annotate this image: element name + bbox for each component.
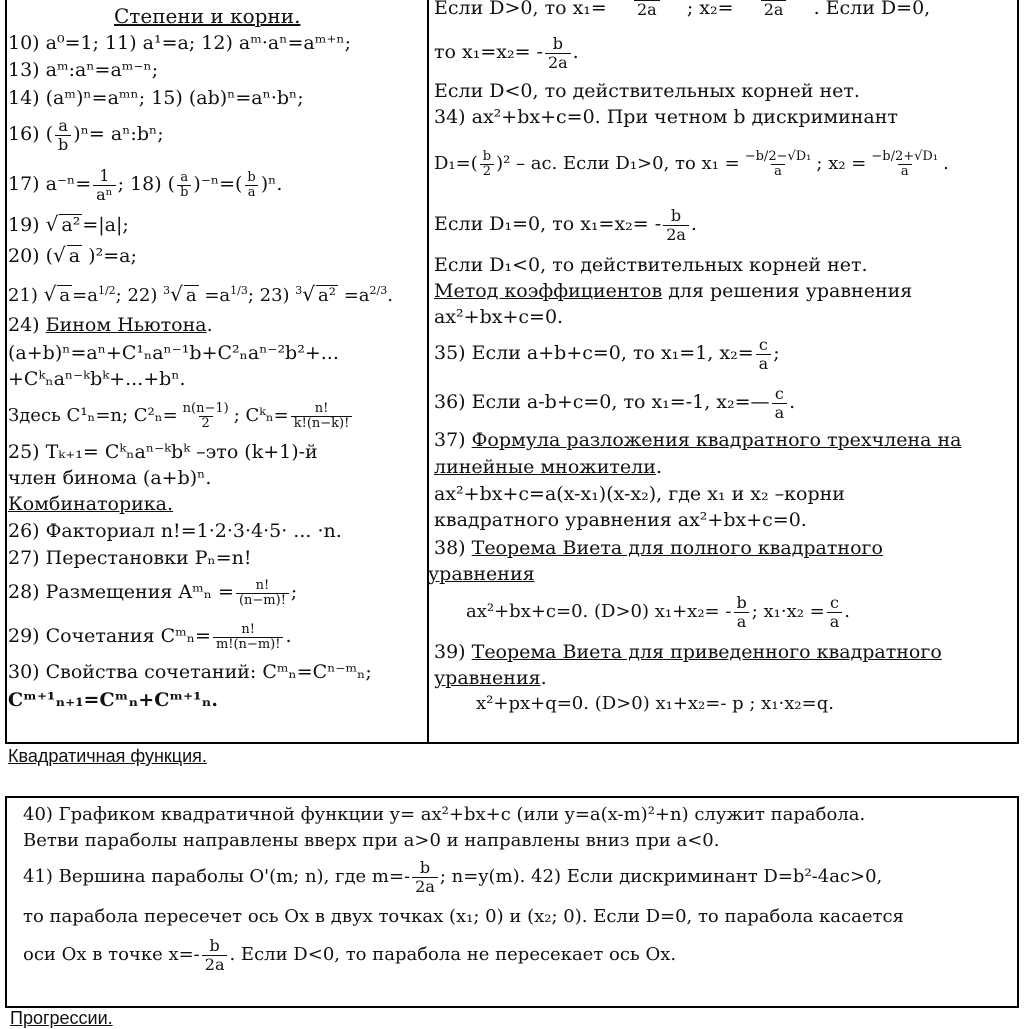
f21-b: =a bbox=[72, 285, 98, 306]
f22-e: 1/3 bbox=[230, 284, 248, 297]
column-divider bbox=[427, 0, 429, 744]
r38c-n1: b bbox=[736, 592, 747, 612]
f23-a: ; 23) bbox=[247, 285, 296, 306]
r36-b: . bbox=[789, 391, 796, 413]
m41-a: 41) Вершина параболы O'(m; n), где m=- bbox=[23, 866, 411, 887]
f18-suffix: )ⁿ. bbox=[260, 173, 283, 195]
r37-title-1: Формула разложения квадратного трехчлена на bbox=[471, 429, 962, 451]
f24c-num1: n(n−1) bbox=[182, 400, 229, 416]
vieta-reduced: x²+px+q=0. (D>0) x₁+x₂=- p ; x₁·x₂=q. bbox=[476, 693, 834, 714]
formula-39-heading-2 bbox=[434, 666, 547, 690]
formula-39-heading bbox=[434, 640, 942, 664]
r34c-frac bbox=[663, 207, 689, 244]
formula-40-line-1: 40) Графиком квадратичной функции y= ax²+bx+c (или y=a(x-m)²+n) служит парабола. bbox=[23, 804, 866, 825]
f28-num: n! bbox=[255, 577, 270, 593]
f16-num: a bbox=[58, 115, 68, 135]
formula-37-heading bbox=[434, 428, 962, 452]
r34b-n1: b bbox=[482, 148, 492, 164]
top-den2: 2a bbox=[761, 0, 787, 19]
f17-prefix: 17) a⁻ⁿ= bbox=[8, 173, 92, 195]
top-a: Если D>0, то x₁= bbox=[434, 0, 607, 19]
f29-den: m!(n−m)! bbox=[213, 637, 284, 652]
r34b-n3: −b/2+√D₁ bbox=[871, 148, 939, 164]
formula-14-15: 14) (aᵐ)ⁿ=aᵐⁿ; 15) (ab)ⁿ=aⁿ·bⁿ; bbox=[8, 87, 304, 109]
f19-suffix: =|a|; bbox=[82, 214, 129, 236]
r38-title-1: Теорема Виета для полного квадратного bbox=[471, 537, 883, 559]
top-b: ; x₂= bbox=[686, 0, 734, 19]
f29-num: n! bbox=[241, 621, 255, 637]
r34c-den: 2a bbox=[663, 225, 689, 244]
r34c-a: Если D₁=0, то x₁=x₂= - bbox=[434, 213, 662, 235]
formula-21-23 bbox=[8, 282, 393, 308]
r38c-b: ; x₁·x₂ = bbox=[751, 601, 825, 622]
coefficients-equation: ax²+bx+c=0. bbox=[434, 306, 564, 328]
m42c-den: 2a bbox=[202, 955, 228, 974]
formula-35 bbox=[434, 331, 780, 375]
f23-f: =a bbox=[337, 285, 370, 306]
top-c: . Если D=0, bbox=[813, 0, 931, 19]
quadratic-function-title: Квадратичная функция. bbox=[8, 746, 207, 766]
f18-num2: b bbox=[247, 169, 256, 185]
f28-a: 28) Размещения Aᵐₙ = bbox=[8, 581, 234, 603]
r35-frac bbox=[756, 336, 772, 373]
m41-frac bbox=[412, 859, 438, 896]
r38c-c: . bbox=[844, 601, 851, 622]
m41-num: b bbox=[419, 857, 431, 877]
r34c-b: . bbox=[690, 213, 697, 235]
sqrt-icon: √ bbox=[53, 243, 66, 267]
r39-title-2: уравнения bbox=[434, 667, 541, 689]
f22-d: =a bbox=[198, 285, 231, 306]
f24c-den1: 2 bbox=[199, 416, 213, 431]
f18-frac2 bbox=[244, 171, 258, 200]
r34b-d3: a bbox=[898, 164, 912, 179]
formula-13: 13) aᵐ:aⁿ=aᵐ⁻ⁿ; bbox=[8, 59, 159, 81]
no-real-roots: Если D<0, то действительных корней нет. bbox=[434, 80, 860, 102]
cbrt-icon: √ bbox=[170, 282, 183, 306]
m42c-a: оси Ox в точке x=- bbox=[23, 944, 200, 965]
f18-den2: a bbox=[245, 185, 259, 200]
formula-34-roots bbox=[434, 134, 949, 194]
r38-num: 38) bbox=[434, 537, 472, 559]
formula-19 bbox=[8, 212, 129, 237]
f28-frac bbox=[236, 579, 289, 608]
m41-den: 2a bbox=[412, 877, 438, 896]
formula-26: 26) Факториал n!=1·2·3·4·5· ... ·n. bbox=[8, 520, 342, 542]
f17-den: aⁿ bbox=[93, 185, 115, 204]
formula-37-body-2: квадратного уравнения ax²+bx+c=0. bbox=[434, 509, 807, 531]
f24c-frac1 bbox=[180, 402, 232, 431]
formula-37-heading-2 bbox=[434, 455, 662, 479]
r38c-a: ax²+bx+c=0. (D>0) x₁+x₂= - bbox=[466, 601, 732, 622]
r39-title-1: Теорема Виета для приведенного квадратного bbox=[471, 641, 942, 663]
f23-e: 2/3 bbox=[369, 284, 388, 297]
top-den1: 2a bbox=[634, 0, 660, 19]
formula-42-line-2: то парабола пересечет ось Ox в двух точках (x₁; 0) и (x₂; 0). Если D=0, то парабола касается bbox=[23, 906, 904, 927]
f23-g: . bbox=[387, 285, 393, 306]
formula-42-line-3 bbox=[23, 932, 676, 978]
coefficients-method-title: Метод коэффициентов bbox=[434, 280, 663, 302]
progressions-title: Прогрессии. bbox=[10, 1008, 113, 1028]
r34b-a: D₁=( bbox=[434, 153, 478, 174]
r38c-d1: a bbox=[734, 612, 750, 631]
formula-30-line-1: 30) Свойства сочетаний: Cᵐₙ=Cⁿ⁻ᵐₙ; bbox=[8, 661, 372, 683]
r34c-num: b bbox=[670, 205, 682, 225]
r38c-d2: a bbox=[827, 612, 843, 631]
sqrt-icon: √ bbox=[43, 282, 57, 306]
r34b-b: )² – ac. Если D₁>0, то x₁ = bbox=[496, 153, 740, 174]
formula-10-12: 10) a⁰=1; 11) a¹=a; 12) aᵐ·aⁿ=aᵐ⁺ⁿ; bbox=[8, 32, 352, 54]
f21-a: 21) bbox=[8, 285, 44, 306]
r1-b: . bbox=[572, 41, 579, 63]
formula-16 bbox=[8, 112, 164, 156]
f16-frac bbox=[55, 117, 71, 154]
f29-b: . bbox=[285, 625, 292, 647]
f23-r: a² bbox=[318, 285, 336, 306]
f21-e1: 1/2 bbox=[97, 284, 116, 297]
f18-frac1 bbox=[177, 171, 191, 200]
r34b-n2: −b/2−√D₁ bbox=[744, 148, 812, 164]
f24c-den2: k!(n−k)! bbox=[291, 416, 353, 431]
coefficients-method bbox=[434, 279, 912, 303]
r38c-n2: c bbox=[830, 592, 839, 612]
m42c-frac bbox=[202, 937, 228, 974]
binomial-line-1: (a+b)ⁿ=aⁿ+C¹ₙaⁿ⁻¹b+C²ₙaⁿ⁻²b²+... bbox=[8, 342, 339, 364]
f24-num: 24) bbox=[8, 314, 46, 336]
r38-title-2: уравнения bbox=[428, 563, 535, 585]
newton-binomial-title: Бином Ньютона bbox=[45, 314, 207, 336]
r1-den: 2a bbox=[545, 53, 571, 72]
r34b-frac3 bbox=[868, 150, 941, 179]
f24c-frac2 bbox=[291, 402, 353, 431]
quadratic-box bbox=[5, 796, 1019, 1008]
f20-radicand: a bbox=[68, 245, 81, 267]
f24c-a: Здесь C¹ₙ=n; C²ₙ= bbox=[8, 405, 178, 426]
r34b-d2: a bbox=[771, 164, 785, 179]
formula-36 bbox=[434, 380, 795, 424]
r36-den: a bbox=[772, 403, 788, 422]
r39-num: 39) bbox=[434, 641, 472, 663]
vieta-full bbox=[466, 590, 850, 634]
formula-34: 34) ax²+bx+c=0. При четном b дискриминант bbox=[434, 106, 898, 128]
formula-29 bbox=[8, 616, 292, 656]
f22-index: 3 bbox=[163, 284, 171, 297]
f29-frac bbox=[213, 623, 284, 652]
f24c-num2: n! bbox=[314, 400, 329, 416]
f17-num: 1 bbox=[99, 165, 110, 185]
formula-28 bbox=[8, 572, 297, 612]
binomial-line-2: +Cᵏₙaⁿ⁻ᵏbᵏ+...+bⁿ. bbox=[8, 368, 186, 390]
formula-27: 27) Перестановки Pₙ=n! bbox=[8, 547, 252, 569]
m42c-b: . Если D<0, то парабола не пересекает ось Ox. bbox=[229, 944, 677, 965]
r1-a: то x₁=x₂= - bbox=[434, 41, 543, 63]
r38c-frac2 bbox=[827, 594, 843, 631]
r38c-frac1 bbox=[733, 594, 749, 631]
f28-b: ; bbox=[290, 581, 298, 603]
r36-a: 36) Если a-b+c=0, то x₁=-1, x₂=— bbox=[434, 391, 770, 413]
f16-prefix: 16) ( bbox=[8, 123, 54, 145]
r34b-d1: 2 bbox=[480, 164, 494, 179]
r35-num: c bbox=[758, 334, 768, 354]
f24c-b: ; Cᵏₙ= bbox=[233, 405, 289, 426]
m41-b: ; n=y(m). 42) Если дискриминант D=b²-4ac>0, bbox=[439, 866, 883, 887]
formula-24-heading bbox=[8, 313, 213, 337]
f24-dot: . bbox=[206, 314, 213, 336]
formula-17-18 bbox=[8, 162, 282, 206]
r1-num: b bbox=[552, 33, 563, 53]
f19-radicand: a² bbox=[61, 214, 81, 236]
heading-powers-roots: Степени и корни. bbox=[114, 4, 301, 28]
formula-38-heading-2 bbox=[428, 562, 535, 586]
formula-38-heading bbox=[434, 536, 883, 560]
top-frac2 bbox=[736, 0, 812, 19]
f20-suffix: )²=a; bbox=[82, 245, 137, 267]
f28-den: (n−m)! bbox=[236, 593, 289, 608]
r35-b: ; bbox=[773, 342, 780, 364]
f17-frac bbox=[93, 167, 115, 204]
roots-formula-top bbox=[434, 0, 930, 28]
binomial-coefficients bbox=[8, 396, 354, 436]
sqrt-icon: √ bbox=[45, 212, 59, 236]
cbrt-icon: √ bbox=[302, 282, 316, 306]
formula-41-42 bbox=[23, 854, 882, 900]
r35-den: a bbox=[756, 354, 772, 373]
f23-index: 3 bbox=[295, 284, 303, 297]
f18-num1: a bbox=[180, 169, 189, 185]
f21-r1: a bbox=[59, 285, 71, 306]
f29-a: 29) Сочетания Cᵐₙ= bbox=[8, 625, 211, 647]
f16-den: b bbox=[55, 135, 71, 154]
r37-num: 37) bbox=[434, 429, 472, 451]
m42c-num: b bbox=[209, 935, 220, 955]
r34b-frac2 bbox=[742, 150, 815, 179]
r36-frac bbox=[772, 385, 788, 422]
double-root bbox=[434, 30, 579, 74]
r37-title-2: линейные множители bbox=[434, 456, 656, 478]
r34b-d: . bbox=[943, 153, 949, 174]
f16-suffix: )ⁿ= aⁿ:bⁿ; bbox=[73, 123, 164, 145]
f19-prefix: 19) bbox=[8, 214, 46, 236]
combinatorics-heading: Комбинаторика. bbox=[8, 493, 174, 515]
f22-r: a bbox=[185, 285, 197, 306]
r36-num: c bbox=[774, 383, 784, 403]
f21-c: ; 22) bbox=[115, 285, 164, 306]
formula-37-body-1: ax²+bx+c=a(x-x₁)(x-x₂), где x₁ и x₂ –корни bbox=[434, 483, 845, 505]
f18-mid: )⁻ⁿ=( bbox=[193, 173, 243, 195]
formula-25-line-2: член бинома (a+b)ⁿ. bbox=[8, 467, 212, 489]
f20-prefix: 20) ( bbox=[8, 245, 54, 267]
formula-20 bbox=[8, 243, 137, 268]
formula-25-line-1: 25) Tₖ₊₁= Cᵏₙaⁿ⁻ᵏbᵏ –это (k+1)-й bbox=[8, 441, 318, 463]
coefficients-method-rest: для решения уравнения bbox=[662, 280, 913, 302]
r37-dot: . bbox=[655, 456, 662, 478]
formula-30-line-2: Cᵐ⁺¹ₙ₊₁=Cᵐₙ+Cᵐ⁺¹ₙ. bbox=[8, 689, 218, 711]
formula-34-double-root bbox=[434, 202, 697, 246]
r1-frac bbox=[545, 35, 571, 72]
f18-den1: b bbox=[177, 185, 191, 200]
top-frac1 bbox=[609, 0, 685, 19]
r34b-c: ; x₂ = bbox=[816, 153, 867, 174]
formula-40-line-2: Ветви параболы направлены вверх при a>0 и направлены вниз при a<0. bbox=[23, 830, 720, 851]
r39-dot: . bbox=[540, 667, 547, 689]
r35-a: 35) Если a+b+c=0, то x₁=1, x₂= bbox=[434, 342, 754, 364]
f17-mid: ; 18) ( bbox=[117, 173, 176, 195]
r34b-frac1 bbox=[480, 150, 494, 179]
formula-34-no-roots: Если D₁<0, то действительных корней нет. bbox=[434, 254, 868, 276]
